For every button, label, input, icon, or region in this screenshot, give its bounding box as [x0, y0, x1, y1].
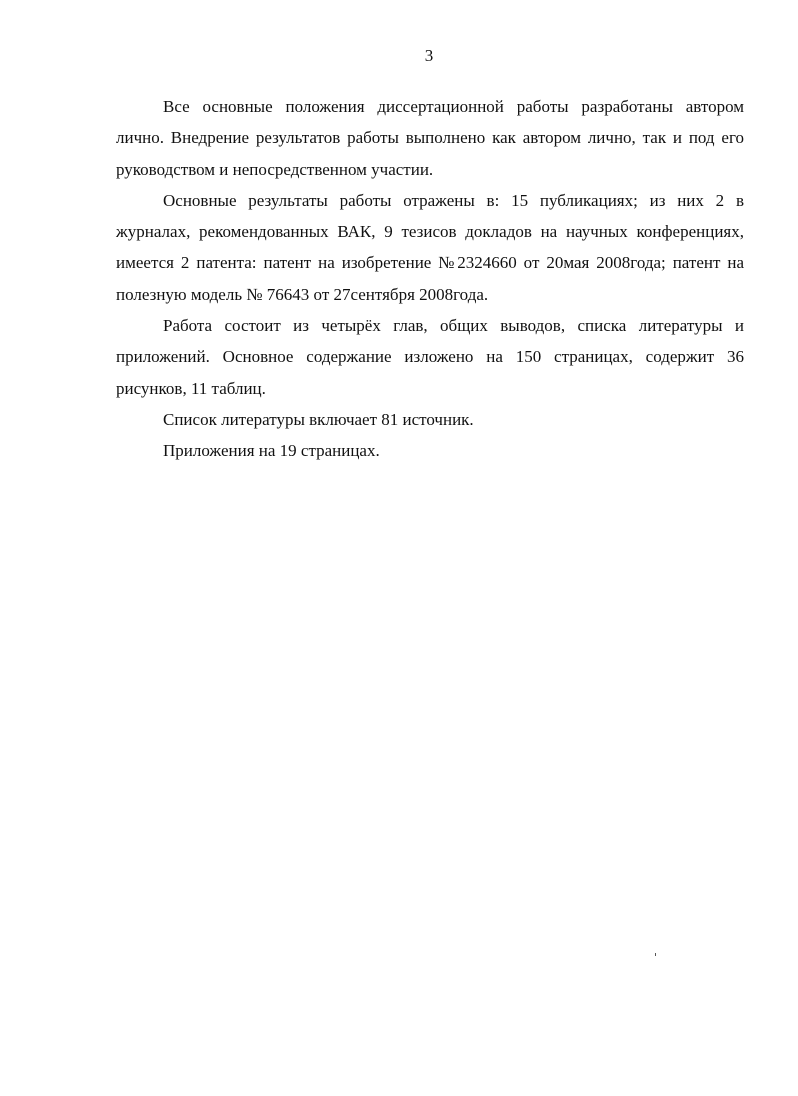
page-number: 3 [424, 46, 434, 65]
paragraph-authorship: Все основные положения диссертационной работы разработаны автором лично. Внедрение результатов работы выполнено как автором лично, так и под его руководством и непосредственном участии. [116, 97, 744, 179]
paragraph-structure: Работа состоит из четырёх глав, общих выводов, списка литературы и приложений. Основное содержание изложено на 150 страницах, содержит 36 рисунков, 11 таблиц. [116, 316, 744, 398]
scan-speck [655, 953, 656, 956]
paragraph-references: Список литературы включает 81 источник. [163, 409, 474, 429]
paragraph-publications: Основные результаты работы отражены в: 15 публикациях; из них 2 в журналах, рекомендованных ВАК, 9 тезисов докладов на научных конференциях, имеется 2 патента: патент на изобретение №2324660 от 20мая 2008года; патент на полезную модель № 76643 от 27сентября 2008года. [116, 190, 744, 304]
body-text [116, 91, 744, 467]
paragraph-appendices: Приложения на 19 страницах. [163, 441, 380, 461]
